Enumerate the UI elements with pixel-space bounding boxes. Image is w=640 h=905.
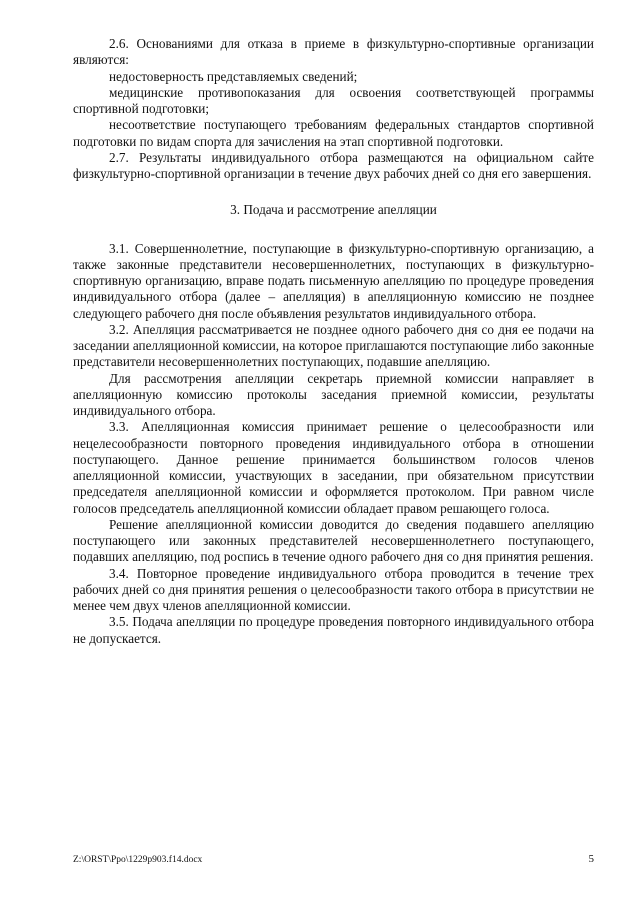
- paragraph-3-2: 3.2. Апелляция рассматривается не позднее одного рабочего дня со дня ее подачи на заседании апелляционной комиссии, на которое приглашаются поступающие либо законные представители несовершеннолетних поступающих, подавшие апелляцию.: [73, 321, 594, 370]
- paragraph-3-1: 3.1. Совершеннолетние, поступающие в физкультурно-спортивную организацию, а также законные представители несовершеннолетних, поступающих в физкультурно-спортивную организацию, вправе подать письменную апелляцию по процедуре проведения индивидуального отбора (далее – апелляция) в апелляционную комиссию не позднее следующего рабочего дня после объявления результатов индивидуального отбора.: [73, 240, 594, 321]
- paragraph-2-6: 2.6. Основаниями для отказа в приеме в физкультурно-спортивные организации являются:: [73, 36, 594, 68]
- page-number: 5: [588, 853, 594, 865]
- list-item-unreliable-info: недостоверность представляемых сведений;: [109, 68, 358, 84]
- paragraph-3-3: 3.3. Апелляционная комиссия принимает решение о целесообразности или нецелесообразности повторного проведения индивидуального отбора в отношении поступающего. Данное решение принимается большинством голосов членов апелляционной комиссии, участвующих в заседании, при обязательном присутствии председателя апелляционной комиссии и оформляется протоколом. При равном числе голосов председатель апелляционной комиссии обладает правом решающего голоса.: [73, 419, 594, 516]
- paragraph-appeal-documents: Для рассмотрения апелляции секретарь приемной комиссии направляет в апелляционную комиссию протоколы заседания приемной комиссии, результаты индивидуального отбора.: [73, 370, 594, 418]
- document-body: [73, 36, 594, 647]
- section-heading: 3. Подача и рассмотрение апелляции: [230, 202, 437, 218]
- footer-file-path: Z:\ORST\Ppo\1229p903.f14.docx: [73, 855, 203, 865]
- list-item-medical-contraindications: медицинские противопоказания для освоения соответствующей программы спортивной подготовки;: [73, 84, 594, 116]
- paragraph-decision-notice: Решение апелляционной комиссии доводится до сведения подавшего апелляцию поступающего или законных представителей несовершеннолетнего поступающего, подавших апелляцию, под роспись в течение одного рабочего дня со дня принятия решения.: [73, 516, 594, 565]
- paragraph-3-5: 3.5. Подача апелляции по процедуре проведения повторного индивидуального отбора не допускается.: [73, 614, 594, 646]
- paragraph-3-4: 3.4. Повторное проведение индивидуального отбора проводится в течение трех рабочих дней со дня принятия решения о целесообразности такого отбора в присутствии не менее чем двух членов апелляционной комиссии.: [73, 565, 594, 613]
- list-item-standards-mismatch: несоответствие поступающего требованиям федеральных стандартов спортивной подготовки по видам спорта для зачисления на этап спортивной подготовки.: [73, 117, 594, 149]
- paragraph-2-7: 2.7. Результаты индивидуального отбора размещаются на официальном сайте физкультурно-спортивной организации в течение двух рабочих дней со дня его завершения.: [73, 149, 594, 181]
